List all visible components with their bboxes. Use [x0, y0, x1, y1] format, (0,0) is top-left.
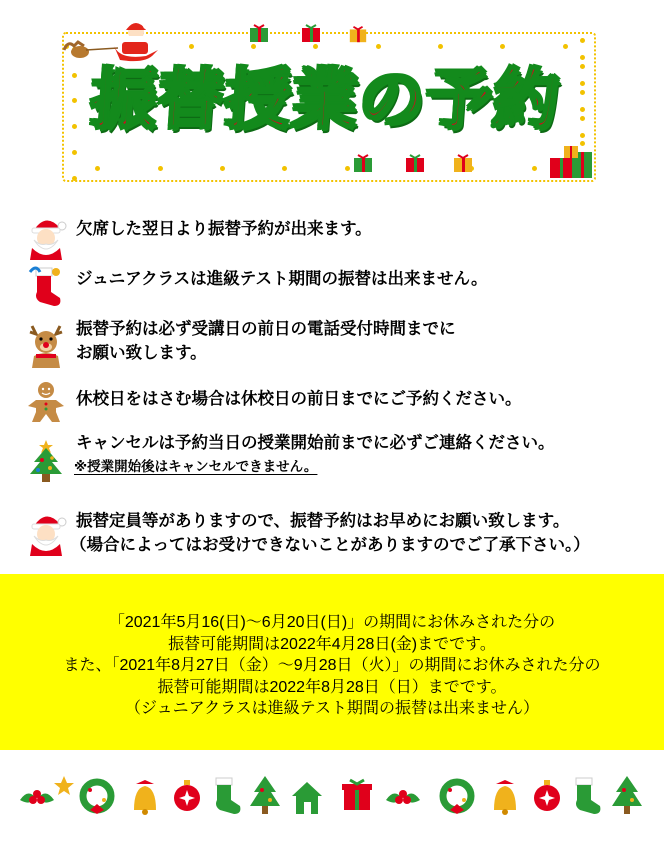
gift-icon [452, 152, 474, 174]
rule-text: 欠席した翌日より振替予約が出来ます。 [76, 219, 372, 238]
ornament-icon [526, 770, 568, 822]
bell-icon [484, 770, 526, 822]
notice-line: また、「2021年8月27日（金）～9月28日（火）」の期間にお休みされた分の [63, 657, 601, 674]
star-icon [52, 770, 76, 822]
christmas-stocking-icon [22, 262, 70, 310]
footer-decorations [0, 770, 664, 834]
holly-icon [382, 770, 424, 822]
banner-dot [72, 176, 77, 181]
rule-item [22, 378, 652, 422]
notice-line: 「2021年5月16(日)～6月20日(日)」の期間にお休みされた分の [108, 614, 556, 631]
banner-dot [580, 64, 585, 69]
rule-note: ※授業開始後はキャンセルできません。 [74, 459, 318, 475]
banner-dot [72, 124, 77, 129]
gift-icon [348, 24, 368, 44]
house-icon [286, 770, 328, 822]
banner-dot [500, 44, 505, 49]
rule-item [22, 262, 652, 302]
notice-line: 振替可能期間は2022年8月28日（日）までです。 [157, 678, 507, 696]
banner-dot [220, 166, 225, 171]
banner-dot [580, 107, 585, 112]
santa-sleigh-icon [62, 20, 162, 64]
stocking-icon [206, 770, 248, 822]
banner-dot [345, 166, 350, 171]
wreath-icon [436, 770, 478, 822]
rule-text: 振替定員等がありますので、振替予約はお早めにお願い致します。 [76, 511, 570, 530]
rule-item [22, 430, 652, 486]
banner-dot [282, 166, 287, 171]
gift-icon [352, 152, 374, 174]
banner-dot [580, 55, 585, 60]
banner-dot [72, 98, 77, 103]
banner-dot [158, 166, 163, 171]
banner-dot [95, 166, 100, 171]
rule-item [22, 504, 652, 558]
banner-dot [72, 73, 77, 78]
rule-item [22, 212, 652, 252]
notice-text [0, 612, 664, 720]
rule-text: 振替予約は必ず受講日の前日の電話受付時間までに [76, 319, 456, 338]
page-title: 振替授業の予約 [87, 61, 563, 138]
rule-text: （場合によってはお受けできないことがありますのでご了承下さい。） [70, 535, 590, 554]
banner-dot [580, 90, 585, 95]
gingerbread-man-icon [22, 378, 70, 426]
banner-dot [189, 44, 194, 49]
bell-icon [124, 770, 166, 822]
banner-dot [580, 38, 585, 43]
banner-dot [438, 44, 443, 49]
banner-dot [376, 44, 381, 49]
gift-icon [404, 152, 426, 174]
rule-text: 休校日をはさむ場合は休校日の前日までにご予約ください。 [76, 389, 522, 408]
banner-dot [580, 116, 585, 121]
gift-icon [300, 22, 322, 44]
wreath-icon [76, 770, 118, 822]
stocking-icon [566, 770, 608, 822]
santa-icon [22, 508, 70, 556]
tree-icon [606, 770, 648, 822]
rule-text: ジュニアクラスは進級テスト期間の振替は出来ません。 [76, 269, 488, 288]
christmas-tree-icon [22, 438, 70, 486]
banner-dot [532, 166, 537, 171]
rule-item [22, 316, 652, 372]
gift-stack-icon [548, 146, 596, 182]
santa-icon [22, 212, 70, 260]
rule-text: お願い致します。 [76, 343, 207, 362]
gift-icon [248, 22, 270, 44]
banner-dot [563, 44, 568, 49]
banner-dot [580, 133, 585, 138]
reindeer-icon [22, 322, 70, 370]
tree-icon [244, 770, 286, 822]
banner-dot [72, 150, 77, 155]
gift-icon [336, 770, 378, 822]
banner-dot [580, 81, 585, 86]
notice-line: 振替可能期間は2022年4月28日(金)までです。 [168, 635, 496, 653]
notice-box [0, 574, 664, 750]
banner-dot [313, 44, 318, 49]
notice-line: （ジュニアクラスは進級テスト期間の振替は出来ません） [124, 700, 540, 717]
banner-dot [251, 44, 256, 49]
rule-text: キャンセルは予約当日の授業開始前までに必ずご連絡ください。 [76, 433, 555, 452]
ornament-icon [166, 770, 208, 822]
